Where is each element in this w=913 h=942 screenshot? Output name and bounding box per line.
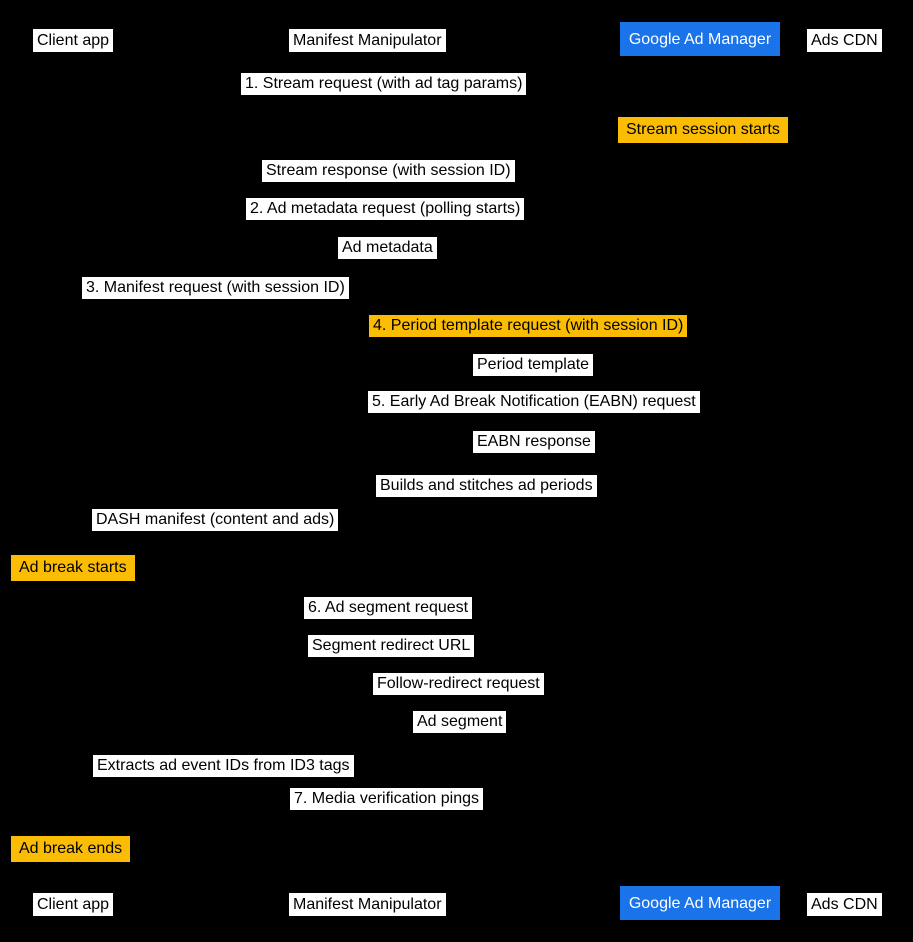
actor-ads-cdn-bottom: Ads CDN xyxy=(807,893,882,916)
message-ad-segment-request: 6. Ad segment request xyxy=(304,597,472,619)
message-period-template: Period template xyxy=(473,354,593,376)
message-ad-segment: Ad segment xyxy=(413,711,506,733)
message-follow-redirect-request: Follow-redirect request xyxy=(373,673,544,695)
message-period-template-request: 4. Period template request (with session ID) xyxy=(369,315,687,337)
actor-manifest-manipulator-bottom: Manifest Manipulator xyxy=(289,893,446,916)
message-stream-response: Stream response (with session ID) xyxy=(262,160,515,182)
actor-google-ad-manager-bottom: Google Ad Manager xyxy=(620,886,780,920)
note-ad-break-ends: Ad break ends xyxy=(11,836,130,862)
message-media-verification-pings: 7. Media verification pings xyxy=(290,788,483,810)
message-ad-metadata-request: 2. Ad metadata request (polling starts) xyxy=(246,198,524,220)
message-segment-redirect-url: Segment redirect URL xyxy=(308,635,474,657)
actor-ads-cdn-top: Ads CDN xyxy=(807,29,882,52)
message-ad-metadata: Ad metadata xyxy=(338,237,437,259)
message-eabn-request: 5. Early Ad Break Notification (EABN) request xyxy=(368,391,700,413)
actor-google-ad-manager-top: Google Ad Manager xyxy=(620,22,780,56)
message-manifest-request: 3. Manifest request (with session ID) xyxy=(82,277,349,299)
actor-client-app-top: Client app xyxy=(33,29,113,52)
message-stream-request: 1. Stream request (with ad tag params) xyxy=(241,73,526,95)
actor-manifest-manipulator-top: Manifest Manipulator xyxy=(289,29,446,52)
message-dash-manifest: DASH manifest (content and ads) xyxy=(92,509,338,531)
message-eabn-response: EABN response xyxy=(473,431,595,453)
message-extracts-id3-tags: Extracts ad event IDs from ID3 tags xyxy=(93,755,354,777)
message-builds-and-stitches: Builds and stitches ad periods xyxy=(376,475,597,497)
note-stream-session-starts: Stream session starts xyxy=(618,117,788,143)
actor-client-app-bottom: Client app xyxy=(33,893,113,916)
note-ad-break-starts: Ad break starts xyxy=(11,555,135,581)
